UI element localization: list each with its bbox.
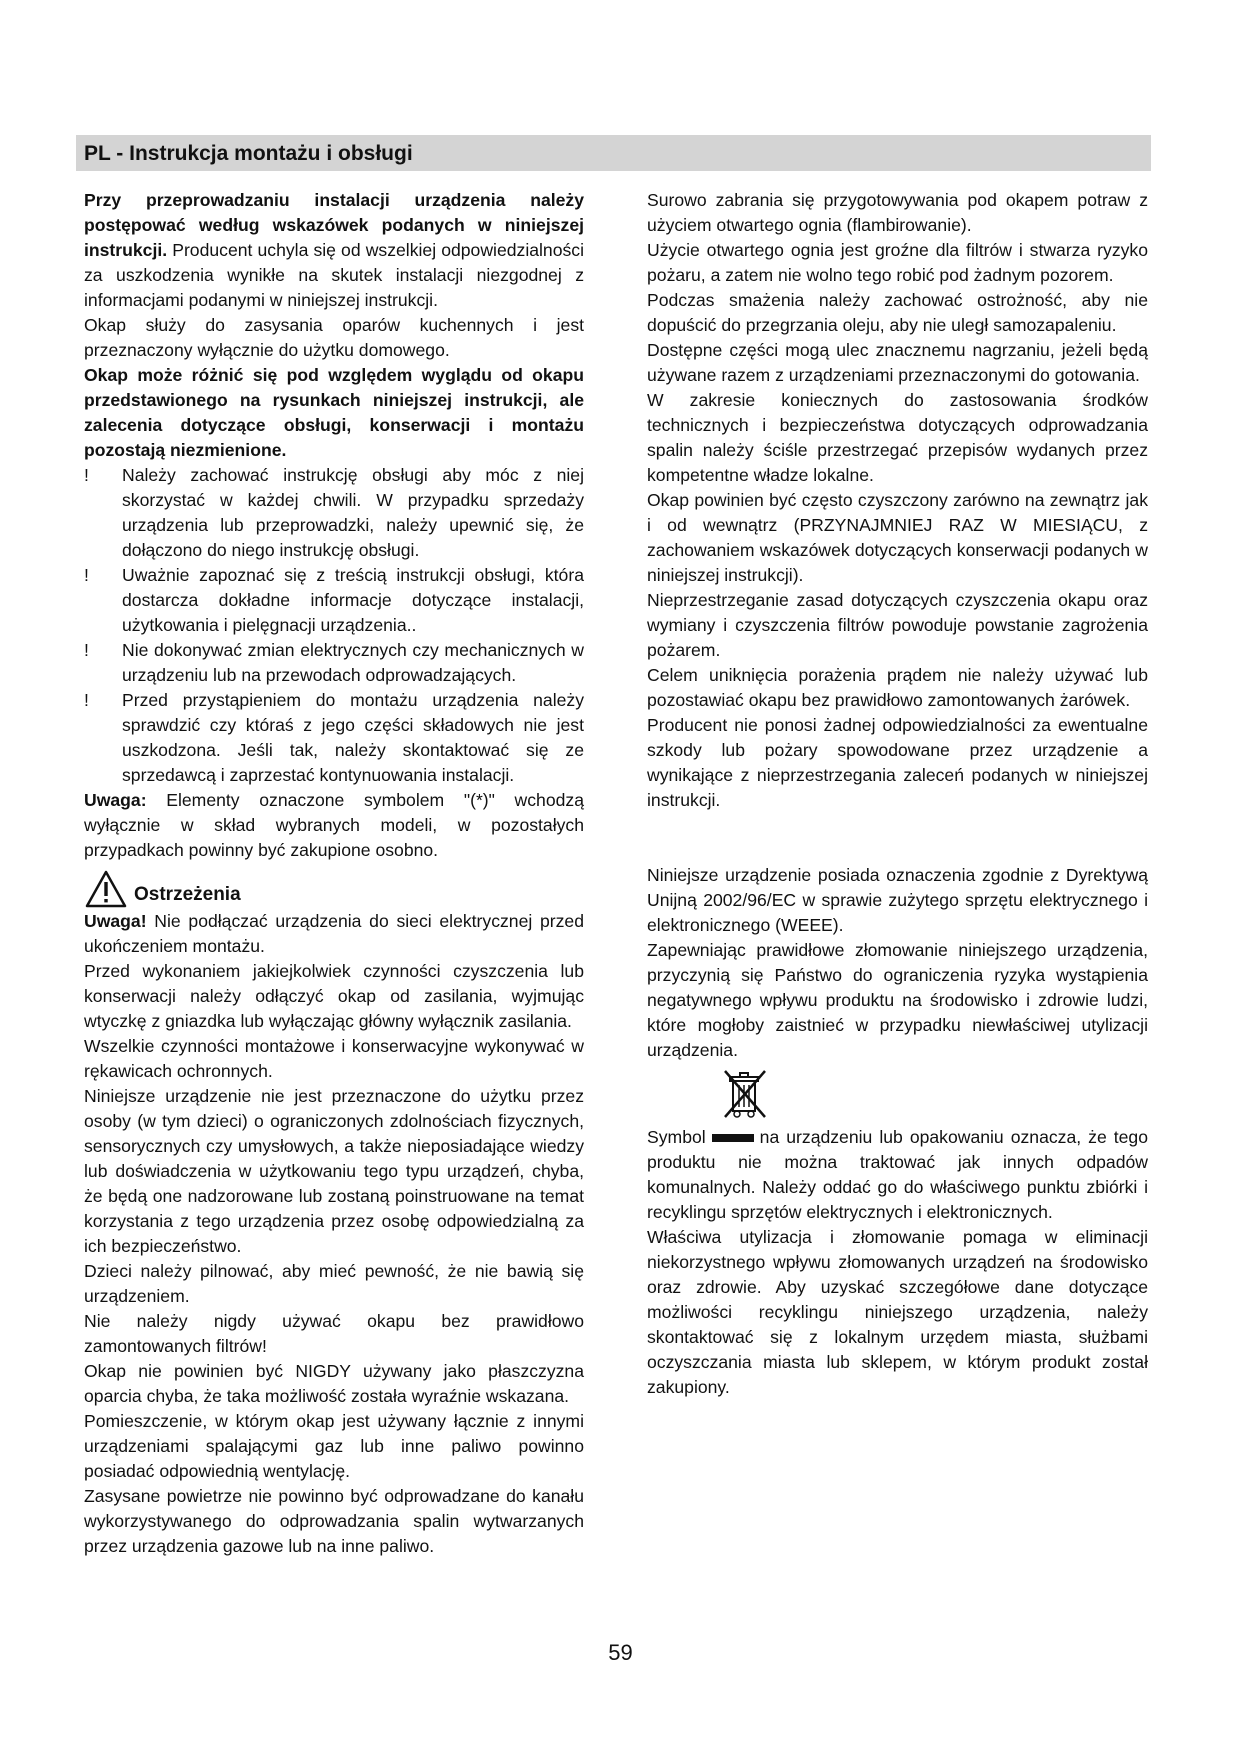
spacer [647,813,1148,838]
weee-symbol-wrap [647,1063,1148,1125]
safety-paragraph: Użycie otwartego ognia jest groźne dla filtrów i stwarza ryzyko pożaru, a zatem nie wolno tego robić pod żadnym pozorem. [647,240,1148,285]
bullet-text: Należy zachować instrukcję obsługi aby móc z niej skorzystać w każdej chwili. W przypadku sprzedaży urządzenia lub przeprowadzki, należy upewnić się, że dołączono do niego instrukcję obsługi. [122,465,584,560]
difference-paragraph: Okap może różnić się pod względem wyglądu od okapu przedstawionego na rysunkach niniejszej instrukcji, ale zalecenia dotyczące obsługi, konserwacji i montażu pozostają niezmienione. [84,365,584,460]
bullet-text: Nie dokonywać zmian elektrycznych czy mechanicznych w urządzeniu lub na przewodach odprowadzających. [122,640,584,685]
safety-paragraph: Surowo zabrania się przygotowywania pod okapem potraw z użyciem otwartego ognia (flambirowanie). [647,190,1148,235]
warning-paragraph: Pomieszczenie, w którym okap jest używany łącznie z innymi urządzeniami spalającymi gaz lub inne paliwo powinno posiadać odpowiednią wentylację. [84,1411,584,1481]
warning-paragraph: Wszelkie czynności montażowe i konserwacyjne wykonywać w rękawicach ochronnych. [84,1036,584,1081]
note-label: Uwaga: [84,790,147,810]
safety-paragraph: W zakresie koniecznych do zastosowania środków technicznych i bezpieczeństwa dotyczących odprowadzania spalin należy ściśle przestrzegać przepisów wydanych przez kompetentne władze lokalne. [647,390,1148,485]
warning-paragraph: Dzieci należy pilnować, aby mieć pewność, że nie bawią się urządzeniem. [84,1261,584,1306]
exclamation-mark: ! [84,690,89,710]
safety-paragraph: Podczas smażenia należy zachować ostrożność, aby nie dopuścić do przegrzania oleju, aby nie uległ samozapaleniu. [647,290,1148,335]
warning-paragraph: Niniejsze urządzenie nie jest przeznaczone do użytku przez osoby (w tym dzieci) o ograniczonych zdolnościach fizycznych, sensorycznych czy umysłowych, a także nieposiadające wiedzy lub doświadczenia w użytkowaniu tego typu urządzeń, chyba, że będą one nadzorowane lub zostaną poinstruowane na temat korzystania z tego urządzenia przez osobę odpowiedzialną za ich bezpieczeństwo. [84,1086,584,1256]
bullet-text: Uważnie zapoznać się z treścią instrukcji obsługi, która dostarcza dokładne informacje dotyczące instalacji, użytkowania i pielęgnacji urządzenia.. [122,565,584,635]
black-bar-icon [712,1134,754,1142]
warnings-title: Ostrzeżenia [134,884,241,905]
warning-label: Uwaga! [84,911,147,931]
note-text: Elementy oznaczone symbolem "(*)" wchodzą wyłącznie w skład wybranych modeli, w pozostałych przypadkach powinny być zakupione osobno. [84,790,584,860]
intro-bold: Przy przeprowadzaniu instalacji urządzenia należy postępować według wskazówek podanych w niniejszej instrukcji. [84,190,584,260]
bullet-item [84,688,584,788]
intro-paragraph [84,188,584,313]
page-title: PL - Instrukcja montażu i obsługi [84,142,413,165]
safety-paragraph: Celem uniknięcia porażenia prądem nie należy używać lub pozostawiać okapu bez prawidłowo zamontowanych żarówek. [647,665,1148,710]
exclamation-mark: ! [84,565,89,585]
symbol-text: na urządzeniu lub opakowaniu oznacza, że tego produktu nie można traktować jak innych odpadów komunalnych. Należy oddać go do właściwego punktu zbiórki i recyklingu sprzętów elektrycznych i elektronicznych. [647,1127,1148,1222]
safety-paragraph: Producent nie ponosi żadnej odpowiedzialności za ewentualne szkody lub pożary spowodowane przez urządzenie a wynikające z nieprzestrzegania zaleceń podanych w niniejszej instrukcji. [647,715,1148,810]
warning-paragraph: Okap nie powinien być NIGDY używany jako płaszczyzna oparcia chyba, że taka możliwość została wyraźnie wskazana. [84,1361,584,1406]
symbol-word: Symbol [647,1127,706,1147]
section-header [76,135,1151,171]
warning-paragraph: Zasysane powietrze nie powinno być odprowadzane do kanału wykorzystywanego do odprowadzania spalin wytwarzanych przez urządzenia gazowe lub na inne paliwo. [84,1486,584,1556]
spacer [647,838,1148,863]
left-column [84,188,584,1559]
crossed-bin-icon [717,1067,773,1121]
warning-paragraph [84,909,584,959]
right-column [647,188,1148,1400]
purpose-paragraph: Okap służy do zasysania oparów kuchennych i jest przeznaczony wyłącznie do użytku domowego. [84,315,584,360]
bullet-item [84,638,584,688]
warning-paragraph: Przed wykonaniem jakiejkolwiek czynności czyszczenia lub konserwacji należy odłączyć okap od zasilania, wyjmując wtyczkę z gniazdka lub wyłączając główny wyłącznik zasilania. [84,961,584,1031]
bullet-item [84,463,584,563]
bullet-text: Przed przystąpieniem do montażu urządzenia należy sprawdzić czy któraś z jego części składowych nie jest uszkodzona. Jeśli tak, należy skontaktować się ze sprzedawcą i zaprzestać kontynuowania instalacji. [122,690,584,785]
warning-triangle-icon [84,869,128,909]
symbol-paragraph [647,1125,1148,1225]
safety-paragraph: Okap powinien być często czyszczony zarówno na zewnątrz jak i od wewnątrz (PRZYNAJMNIEJ RAZ W MIESIĄCU, z zachowaniem wskazówek dotyczących konserwacji podanych w niniejszej instrukcji). [647,490,1148,585]
exclamation-mark: ! [84,640,89,660]
warnings-heading [84,865,584,909]
warning-paragraph: Nie należy nigdy używać okapu bez prawidłowo zamontowanych filtrów! [84,1311,584,1356]
intro-rest: Producent uchyla się od wszelkiej odpowiedzialności za uszkodzenia wynikłe na skutek instalacji niezgodnej z informacjami podanymi w niniejszej instrukcji. [84,240,584,310]
safety-paragraph: Nieprzestrzeganie zasad dotyczących czyszczenia okapu oraz wymiany i czyszczenia filtrów powoduje powstanie zagrożenia pożarem. [647,590,1148,660]
recycling-paragraph: Właściwa utylizacja i złomowanie pomaga w eliminacji niekorzystnego wpływu złomowanych urządzeń na środowisko oraz zdrowie. Aby uzyskać szczegółowe dane dotyczące możliwości recyklingu niniejszego urządzenia, należy skontaktować się z lokalnym urzędem miasta, służbami oczyszczania miasta lub sklepem, w którym produkt został zakupiony. [647,1227,1148,1397]
bullet-item [84,563,584,638]
warning-text: Nie podłączać urządzenia do sieci elektrycznej przed ukończeniem montażu. [84,911,584,956]
weee-paragraph: Niniejsze urządzenie posiada oznaczenia zgodnie z Dyrektywą Unijną 2002/96/EC w sprawie zużytego sprzętu elektrycznego i elektronicznego (WEEE). [647,865,1148,935]
note-paragraph [84,788,584,863]
safety-paragraph: Dostępne części mogą ulec znacznemu nagrzaniu, jeżeli będą używane razem z urządzeniami przeznaczonymi do gotowania. [647,340,1148,385]
exclamation-mark: ! [84,465,89,485]
page-number: 59 [608,1640,633,1665]
weee-paragraph: Zapewniając prawidłowe złomowanie niniejszego urządzenia, przyczynią się Państwo do ograniczenia ryzyka wystąpienia negatywnego wpływu produktu na środowisko i zdrowie ludzi, które mogłoby zaistnieć w przypadku niewłaściwej utylizacji urządzenia. [647,940,1148,1060]
